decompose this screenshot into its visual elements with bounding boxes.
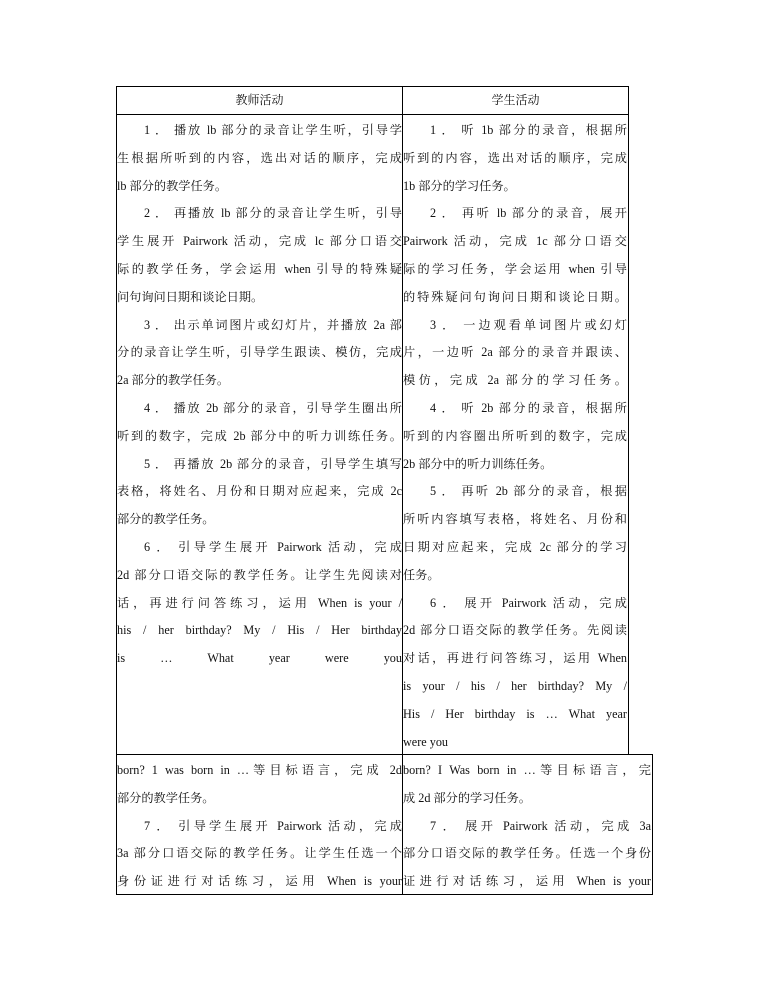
text-line: 分的录音让学生听，引导学生跟读、模仿，完成 [117, 345, 402, 360]
text-line: 2b 部分中的听力训练任务。 [403, 456, 553, 471]
text-line: 表格，将姓名、月份和日期对应起来，完成 2c [117, 484, 402, 499]
text-line: 4 ． 播放 2b 部分的录音，引导学生圈出所 [144, 401, 402, 415]
text-line: were you [403, 734, 449, 749]
text-line: 7 ． 展开 Pairwork 活动，完成 3a [430, 818, 651, 833]
text-line: 的特殊疑问句询问日期和谈论日期。 [403, 289, 627, 304]
text-line: 对话，再进行问答练习，运用 When [403, 651, 627, 666]
text-line: born? 1 was born in …等目标语言，完成 2d [117, 763, 402, 777]
text-line: 任务。 [403, 567, 440, 582]
text-line: 3 ． 出示单词图片或幻灯片，并播放 2a 部 [144, 317, 402, 332]
text-line: 听到的内容圈出所听到的数字，完成 [403, 428, 627, 443]
text-line: 2d 部分口语交际的教学任务。先阅读 [403, 623, 627, 638]
upper-right-border [628, 114, 629, 755]
text-line: 问句询问日期和谈论日期。 [117, 289, 264, 304]
text-line: 7 ． 引导学生展开 Pairwork 活动，完成 [144, 818, 402, 833]
student-activity-header [402, 86, 629, 115]
text-line: 2d 部分口语交际的教学任务。让学生先阅读对 [117, 567, 402, 582]
text-line: Pairwork 活动，完成 1c 部分口语交 [403, 234, 627, 249]
text-line: 3 ． 一边观看单词图片或幻灯 [430, 317, 627, 332]
text-line: 听到的数字，完成 2b 部分中的听力训练任务。 [117, 428, 402, 443]
text-line: 1 ． 听 1b 部分的录音，根据所 [430, 123, 627, 137]
text-line: 部分的教学任务。 [117, 512, 215, 527]
text-line: 3a 部分口语交际的教学任务。让学生任选一个 [117, 846, 402, 861]
text-line: 片，一边听 2a 部分的录音并跟读、 [403, 345, 627, 360]
text-line: is your / his / her birthday? My / [403, 679, 627, 693]
text-line: 际的教学任务，学会运用 when 引导的特殊疑 [117, 262, 402, 276]
text-line: is … What year were you [117, 651, 402, 666]
text-line: 6 ． 展开 Pairwork 活动，完成 [430, 595, 627, 610]
text-line: 1 ． 播放 lb 部分的录音让学生听，引导学 [144, 123, 402, 137]
teacher-header-label: 教师活动 [235, 93, 284, 107]
text-line: 日期对应起来，完成 2c 部分的学习 [403, 540, 627, 554]
text-line: 部分口语交际的教学任务。任选一个身份 [403, 846, 651, 861]
text-line: 2a 部分的教学任务。 [117, 373, 230, 388]
text-line: 话，再进行问答练习，运用 When is your / [117, 595, 402, 610]
text-line: 成 2d 部分的学习任务。 [403, 790, 531, 805]
text-line: 模仿，完成 2a 部分的学习任务。 [403, 373, 627, 388]
text-line: lb 部分的教学任务。 [117, 178, 228, 193]
text-line: His / Her birthday is … What year [403, 706, 627, 721]
text-line: 5 ． 再听 2b 部分的录音，根据 [430, 484, 627, 499]
text-line: 5 ． 再播放 2b 部分的录音，引导学生填写 [144, 456, 402, 471]
text-line: 证进行对话练习，运用 When is your [403, 874, 651, 889]
text-line: born? I Was born in …等目标语言，完 [403, 763, 651, 777]
text-line: 部分的教学任务。 [117, 790, 215, 805]
text-line: 所听内容填写表格，将姓名、月份和 [403, 512, 627, 527]
text-line: 2 ． 再播放 lb 部分的录音让学生听，引导 [144, 206, 402, 221]
text-line: 4 ． 听 2b 部分的录音，根据所 [430, 401, 627, 415]
text-line: 6 ． 引导学生展开 Pairwork 活动，完成 [144, 540, 402, 554]
text-line: 际的学习任务，学会运用 when 引导 [403, 262, 627, 276]
teacher-activity-header [116, 86, 403, 115]
text-line: 2 ． 再听 lb 部分的录音，展开 [430, 206, 627, 221]
text-line: his / her birthday? My / His / Her birthday [117, 623, 402, 638]
text-line: 听到的内容，选出对话的顺序，完成 [403, 150, 627, 165]
text-line: 1b 部分的学习任务。 [403, 178, 516, 193]
text-line: 生根据所听到的内容，选出对话的顺序，完成 [117, 150, 402, 165]
text-line: 身份证进行对话练习，运用 When is your [117, 874, 402, 889]
student-header-label: 学生活动 [491, 93, 540, 107]
text-line: 学生展开 Pairwork 活动，完成 lc 部分口语交 [117, 234, 402, 249]
